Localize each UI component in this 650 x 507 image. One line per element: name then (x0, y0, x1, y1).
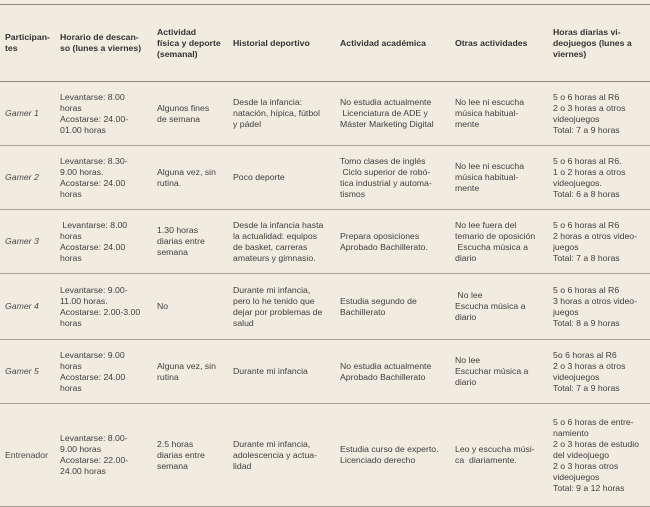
activity-cell: No (152, 274, 228, 340)
history-cell: Desde la infancia: natación, hípica, fútbol y pádel (228, 82, 335, 146)
other-cell: No lee ni escucha música habitual- mente (450, 82, 548, 146)
schedule-cell: Levantarse: 9.00- 11.00 horas. Acostarse: 2.00-3.00 horas (55, 274, 152, 340)
academic-cell: Tomo clases de inglés Ciclo superior de robó- tica industrial y automa- tismos (335, 146, 450, 210)
history-cell: Durante mi infancia (228, 340, 335, 404)
academic-cell: No estudia actualmente Aprobado Bachillerato (335, 340, 450, 404)
participants-table (0, 5, 650, 507)
history-cell: Desde la infancia hasta la actualidad: equipos de basket, carreras amateurs y gimnasio. (228, 210, 335, 274)
schedule-cell: Levantarse: 9.00 horas Acostarse: 24.00 horas (55, 340, 152, 404)
header-row (0, 5, 650, 82)
activity-cell: Algunos fines de semana (152, 82, 228, 146)
history-cell: Poco deporte (228, 146, 335, 210)
other-cell: No lee Escuchar música a diario (450, 340, 548, 404)
schedule-cell: Levantarse: 8.00 horas Acostarse: 24.00 horas (55, 210, 152, 274)
header-academic-activity: Actividad académica (335, 5, 450, 82)
other-cell: Leo y escucha músi- ca diariamente. (450, 404, 548, 507)
table-row (0, 404, 650, 507)
activity-cell: 1.30 horas diarias entre semana (152, 210, 228, 274)
academic-cell: Estudia curso de experto. Licenciado derecho (335, 404, 450, 507)
table-row (0, 274, 650, 340)
header-other-activities: Otras actividades (450, 5, 548, 82)
header-participants: Participan- tes (0, 5, 55, 82)
hours-cell: 5 o 6 horas al R6 2 o 3 horas a otros videojuegos Total: 7 a 9 horas (548, 82, 650, 146)
table-row (0, 210, 650, 274)
other-cell: No lee fuera del temario de oposición Escucha música a diario (450, 210, 548, 274)
header-sports-history: Historial deportivo (228, 5, 335, 82)
hours-cell: 5 o 6 horas al R6. 1 o 2 horas a otros videojuegos. Total: 6 a 8 horas (548, 146, 650, 210)
academic-cell: No estudia actualmente Licenciatura de ADE y Máster Marketing Digital (335, 82, 450, 146)
history-cell: Durante mi infancia, adolescencia y actua- lidad (228, 404, 335, 507)
academic-cell: Estudia segundo de Bachillerato (335, 274, 450, 340)
participant-cell: Gamer 3 (0, 210, 55, 274)
header-physical-activity: Actividad física y deporte (semanal) (152, 5, 228, 82)
table-row (0, 146, 650, 210)
table-row (0, 340, 650, 404)
table-row (0, 82, 650, 146)
participant-cell: Gamer 1 (0, 82, 55, 146)
header-videogame-hours: Horas diarias vi- deojuegos (lunes a viernes) (548, 5, 650, 82)
schedule-cell: Levantarse: 8.30- 9.00 horas. Acostarse: 24.00 horas (55, 146, 152, 210)
participant-cell: Gamer 2 (0, 146, 55, 210)
other-cell: No lee Escucha música a diario (450, 274, 548, 340)
hours-cell: 5 o 6 horas al R6 2 horas a otros video- juegos Total: 7 a 8 horas (548, 210, 650, 274)
participant-cell: Gamer 4 (0, 274, 55, 340)
participant-cell: Gamer 5 (0, 340, 55, 404)
activity-cell: Alguna vez, sin rutina (152, 340, 228, 404)
schedule-cell: Levantarse: 8.00 horas Acostarse: 24.00- 01.00 horas (55, 82, 152, 146)
participant-cell: Entrenador (0, 404, 55, 507)
header-schedule: Horario de descan- so (lunes a viernes) (55, 5, 152, 82)
activity-cell: Alguna vez, sin rutina. (152, 146, 228, 210)
hours-cell: 5 o 6 horas de entre- namiento 2 o 3 horas de estudio del videojuego 2 o 3 horas otros videojuegos Total: 9 a 12 horas (548, 404, 650, 507)
schedule-cell: Levantarse: 8.00- 9.00 horas Acostarse: 22.00- 24.00 horas (55, 404, 152, 507)
history-cell: Durante mi infancia, pero lo he tenido que dejar por problemas de salud (228, 274, 335, 340)
hours-cell: 5o 6 horas al R6 2 o 3 horas a otros videojuegos Total: 7 a 9 horas (548, 340, 650, 404)
other-cell: No lee ni escucha música habitual- mente (450, 146, 548, 210)
activity-cell: 2.5 horas diarias entre semana (152, 404, 228, 507)
hours-cell: 5 o 6 horas al R6 3 horas a otros video- juegos Total: 8 a 9 horas (548, 274, 650, 340)
academic-cell: Prepara oposiciones Aprobado Bachillerato. (335, 210, 450, 274)
